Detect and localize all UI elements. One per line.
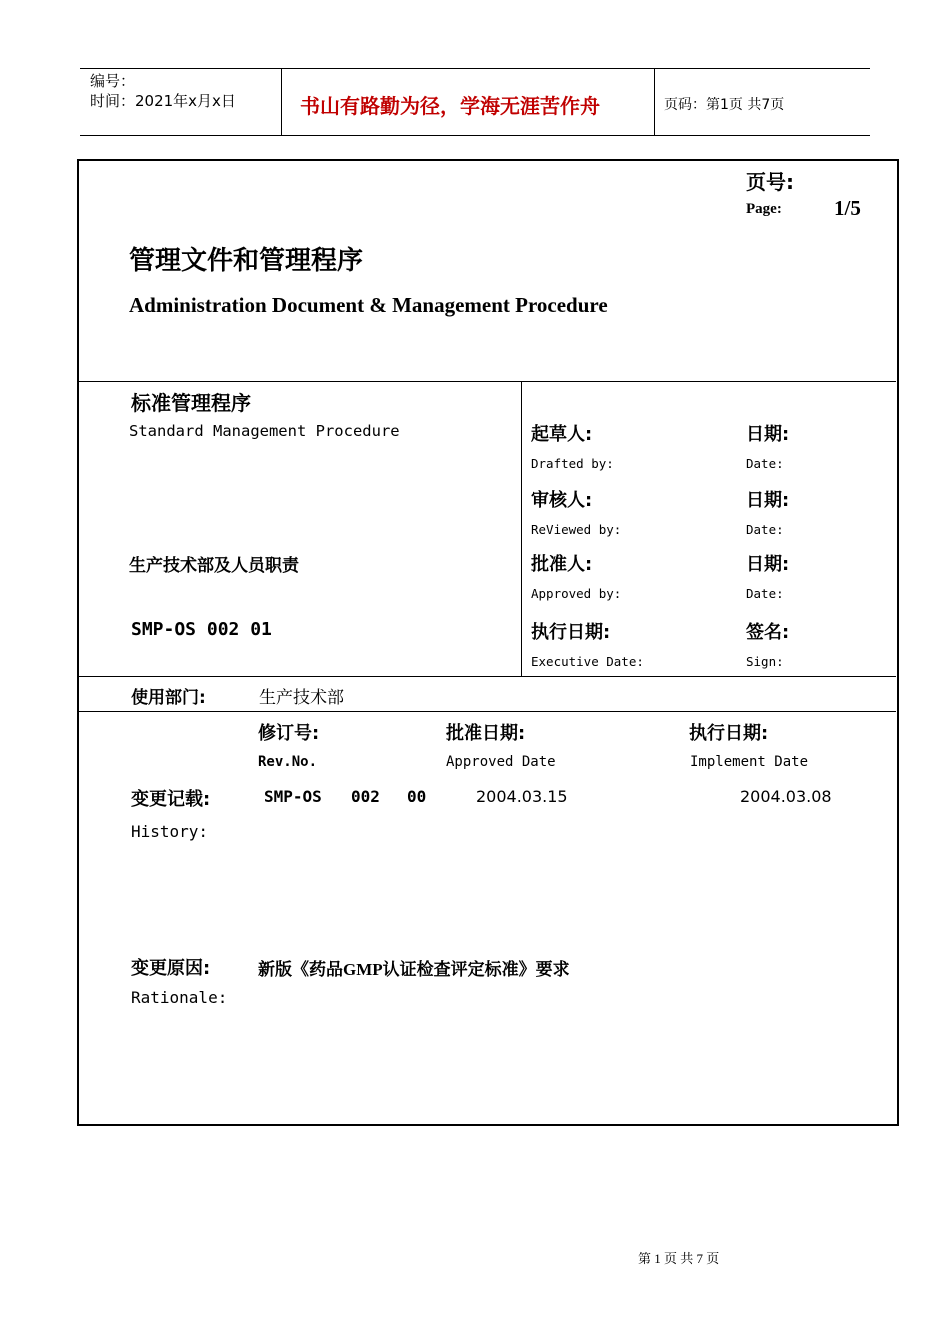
history-rev-code: SMP-OS [264, 787, 322, 806]
date3-label-en: Date: [746, 586, 784, 601]
rationale-label-cn: 变更原因: [131, 958, 211, 979]
header-top-rule [80, 68, 870, 69]
page-value: 1/5 [834, 196, 861, 220]
exec-date-label-cn: 执行日期: [531, 622, 611, 643]
procedure-column-divider [521, 381, 522, 676]
header-divider-right [654, 68, 655, 135]
procedure-type-cn: 标准管理程序 [131, 391, 251, 415]
procedure-block-rule [78, 676, 896, 677]
approved-date-label-cn: 批准日期: [446, 723, 526, 744]
sign-label-cn: 签名: [746, 622, 790, 643]
approved-label-en: Approved by: [531, 586, 622, 601]
date2-label-en: Date: [746, 522, 784, 537]
history-implement-date: 2004.03.08 [740, 787, 832, 806]
sign-label-en: Sign: [746, 654, 784, 669]
footer-page-number: 第 1 页 共 7 页 [638, 1251, 720, 1266]
implement-date-label-cn: 执行日期: [689, 723, 769, 744]
department-value: 生产技术部 [259, 688, 344, 707]
document-title-en: Administration Document & Management Procedure [129, 293, 608, 317]
history-approved-date: 2004.03.15 [476, 787, 568, 806]
page-label-en: Page: [746, 201, 782, 217]
history-label-en: History: [131, 822, 209, 841]
implement-date-label-en: Implement Date [690, 754, 809, 770]
document-title-cn: 管理文件和管理程序 [129, 246, 364, 276]
header-divider-left [281, 68, 282, 135]
header-bottom-rule [80, 135, 870, 136]
date3-label-cn: 日期: [746, 554, 790, 575]
title-block-rule [78, 381, 896, 382]
header-motto: 书山有路勤为径，学海无涯苦作舟 [300, 94, 600, 118]
department-row-rule [78, 711, 896, 712]
header-number-label: 编号： [90, 72, 136, 90]
drafted-label-en: Drafted by: [531, 456, 614, 471]
history-label-cn: 变更记载: [131, 789, 211, 810]
reviewed-label-en: ReViewed by: [531, 522, 622, 537]
date1-label-cn: 日期: [746, 424, 790, 445]
exec-date-label-en: Executive Date: [531, 654, 644, 669]
reviewed-label-cn: 审核人: [531, 490, 593, 511]
approved-date-label-en: Approved Date [446, 754, 556, 770]
procedure-type-en: Standard Management Procedure [129, 422, 400, 440]
procedure-subject: 生产技术部及人员职责 [129, 556, 299, 576]
header-time-label: 时间：2021年x月x日 [90, 92, 236, 110]
drafted-label-cn: 起草人: [531, 424, 593, 445]
date1-label-en: Date: [746, 456, 784, 471]
header-page-info: 页码：第1页 共7页 [664, 97, 785, 113]
approved-label-cn: 批准人: [531, 554, 593, 575]
rationale-value: 新版《药品GMP认证检查评定标准》要求 [258, 960, 570, 979]
rev-no-label-en: Rev.No. [258, 754, 318, 770]
page-label-cn: 页号: [746, 170, 794, 194]
history-rev-num2: 00 [407, 787, 427, 806]
date2-label-cn: 日期: [746, 490, 790, 511]
procedure-code: SMP-OS 002 01 [131, 619, 272, 640]
history-rev-num1: 002 [351, 787, 380, 806]
department-label: 使用部门: [131, 688, 206, 708]
rev-no-label-cn: 修订号: [258, 723, 320, 744]
rationale-label-en: Rationale: [131, 988, 228, 1007]
